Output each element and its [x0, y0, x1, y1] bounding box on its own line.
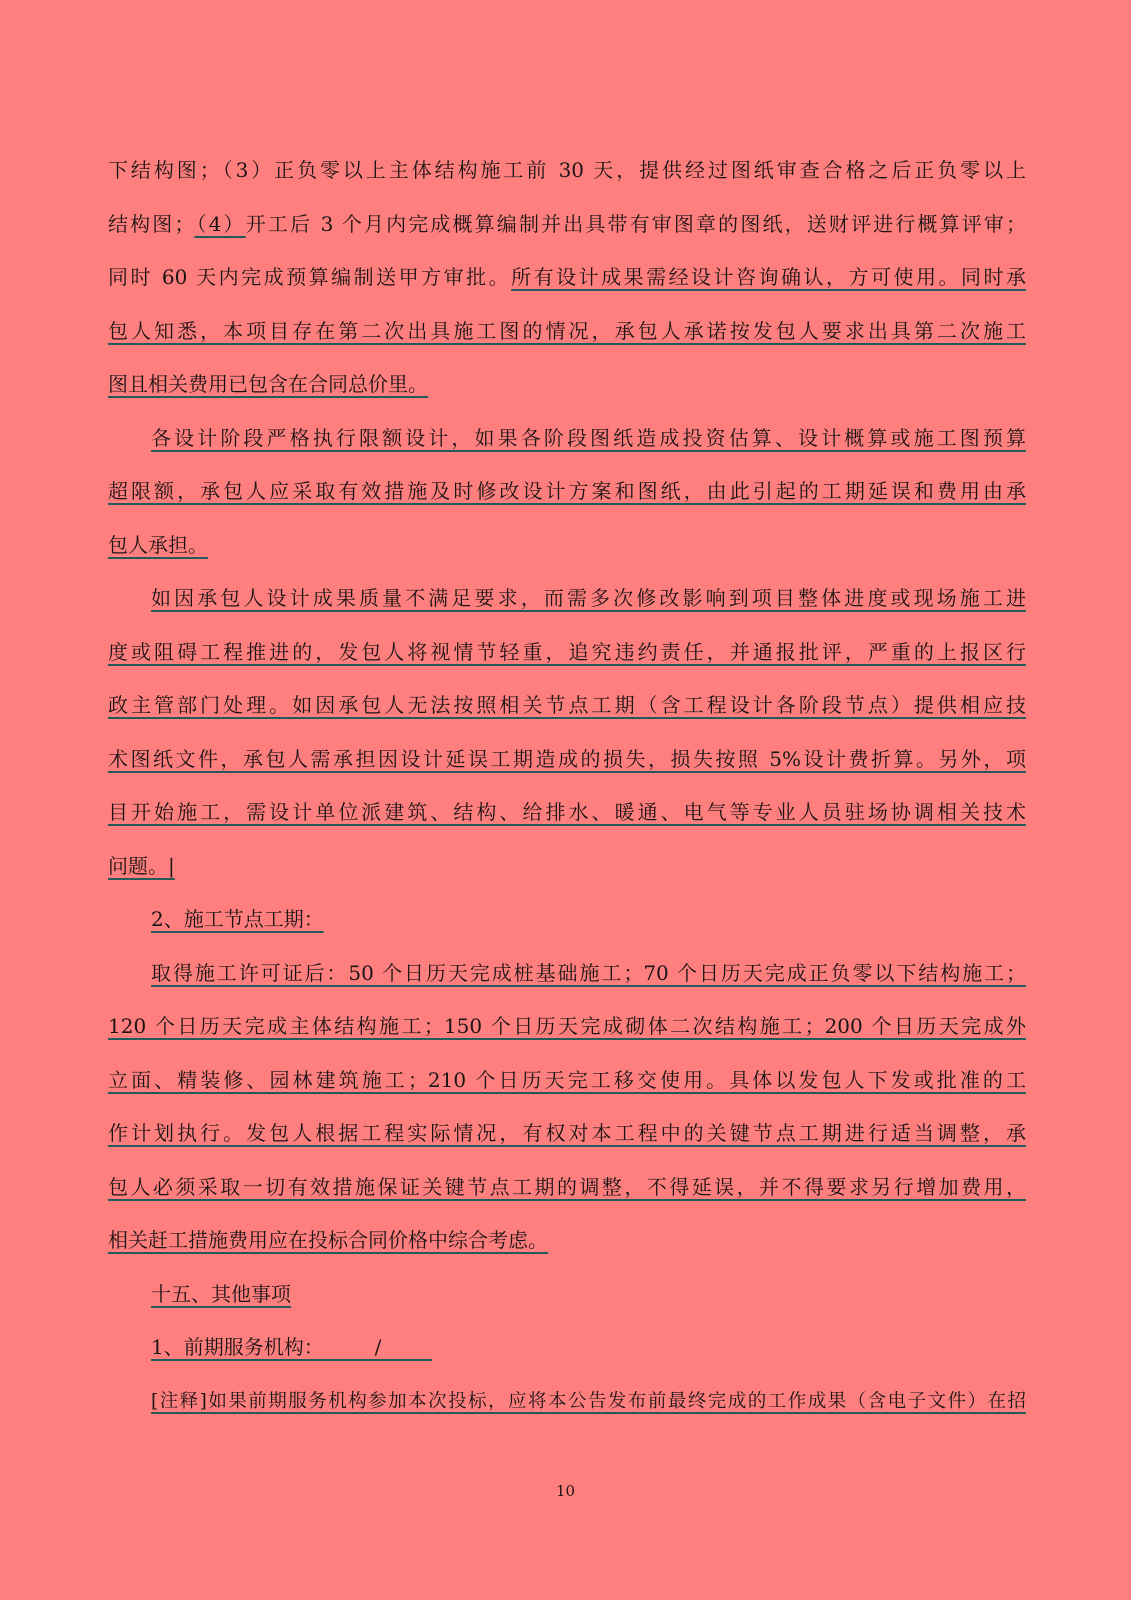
underlined-text: [注释]如果前期服务机构参加本次投标，应将本公告发布前最终完成的工作成果（含电子文件）在招 — [151, 1390, 1026, 1412]
text-line — [108, 792, 1026, 846]
underlined-text: 120 个日历天完成主体结构施工；150 个日历天完成砌体二次结构施工；200 个日历天完成外 — [108, 1014, 1026, 1038]
text-line — [108, 204, 1026, 258]
text-line — [108, 953, 1026, 1007]
text-line — [108, 1006, 1026, 1060]
text-line — [108, 257, 1026, 311]
text-line — [108, 1060, 1026, 1114]
text-line — [108, 311, 1026, 365]
underlined-text: 取得施工许可证后：50 个日历天完成桩基础施工；70 个日历天完成正负零以下结构施工； — [151, 960, 1026, 985]
underlined-text: 包人必须采取一切有效措施保证关键节点工期的调整，不得延误，并不得要求另行增加费用， — [108, 1174, 1026, 1199]
underlined-text: 度或阻碍工程推进的，发包人将视情节轻重，追究违约责任，并通报批评，严重的上报区行 — [108, 639, 1026, 664]
underlined-text: 作计划执行。发包人根据工程实际情况，有权对本工程中的关键节点工期进行适当调整，承 — [108, 1121, 1026, 1145]
underlined-text: （4） — [194, 211, 246, 236]
text-line — [108, 846, 1026, 900]
text-line — [108, 471, 1026, 525]
underlined-text: 术图纸文件，承包人需承担因设计延误工期造成的损失，损失按照 5%设计费折算。另外，项 — [108, 746, 1026, 771]
body-text — [108, 150, 1026, 1434]
underlined-text: 图且相关费用已包含在合同总价里。 — [108, 372, 428, 396]
underlined-text: 各设计阶段严格执行限额设计，如果各阶段图纸造成投资估算、设计概算或施工图预算 — [151, 425, 1026, 450]
plain-text: 下结构图；（3）正负零以上主体结构施工前 30 天，提供经过图纸审查合格之后正负零以上 — [108, 158, 1026, 182]
underlined-text: 十五、其他事项 — [151, 1281, 291, 1306]
text-line — [108, 578, 1026, 632]
underlined-text: 相关赶工措施费用应在投标合同价格中综合考虑。 — [108, 1228, 548, 1252]
underlined-text: 包人知悉，本项目存在第二次出具施工图的情况，承包人承诺按发包人要求出具第二次施工 — [108, 318, 1026, 343]
underlined-text: 包人承担。 — [108, 532, 208, 557]
underlined-text: 超限额，承包人应采取有效措施及时修改设计方案和图纸，由此引起的工期延误和费用由承 — [108, 479, 1026, 503]
text-line — [108, 632, 1026, 686]
plain-text: 同时 60 天内完成预算编制送甲方审批。 — [108, 265, 512, 289]
text-line — [108, 899, 1026, 953]
plain-text: 开工后 3 个月内完成概算编制并出具带有审图章的图纸，送财评进行概算评审； — [245, 211, 1026, 236]
underlined-text: 立面、精装修、园林建筑施工；210 个日历天完工移交使用。具体以发包人下发或批准的工 — [108, 1067, 1026, 1092]
text-line — [108, 685, 1026, 739]
plain-text: 结构图； — [108, 211, 195, 236]
text-line — [108, 418, 1026, 472]
underlined-text: 如因承包人设计成果质量不满足要求，而需多次修改影响到项目整体进度或现场施工进 — [151, 586, 1026, 610]
text-line — [108, 739, 1026, 793]
underlined-text: 所有设计成果需经设计咨询确认，方可使用。同时承 — [511, 265, 1026, 289]
underlined-text: 目开始施工，需设计单位派建筑、结构、给排水、暖通、电气等专业人员驻场协调相关技术 — [108, 800, 1026, 824]
underlined-text: 1、前期服务机构： / — [151, 1335, 433, 1359]
underlined-text: 问题。| — [108, 853, 175, 878]
text-line — [108, 1113, 1026, 1167]
page-number: 10 — [555, 1482, 576, 1500]
text-line — [108, 525, 1026, 579]
text-line — [108, 1327, 1026, 1381]
underlined-text: 政主管部门处理。如因承包人无法按照相关节点工期（含工程设计各阶段节点）提供相应技 — [108, 693, 1026, 717]
text-line — [108, 150, 1026, 204]
text-line — [108, 1274, 1026, 1328]
text-line — [108, 1381, 1026, 1435]
text-line — [108, 1167, 1026, 1221]
underlined-text: 2、施工节点工期： — [151, 907, 324, 931]
text-line — [108, 364, 1026, 418]
text-line — [108, 1220, 1026, 1274]
